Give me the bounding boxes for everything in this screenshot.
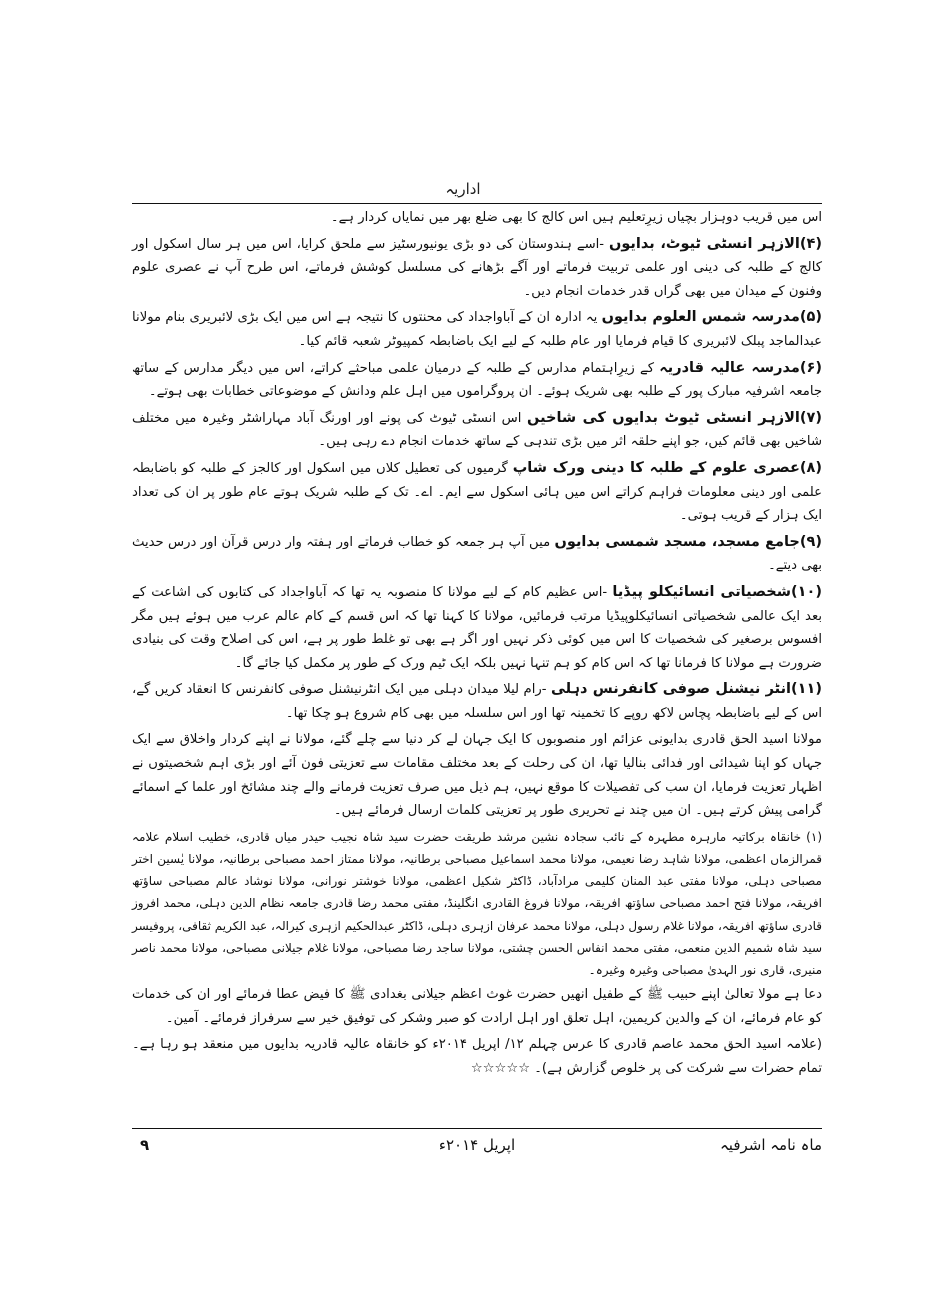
item-number: (۶) [799, 359, 823, 376]
closing-note [132, 1033, 822, 1080]
paragraph-text: گرمیوں کی تعطیل کلاں میں اسکول اور کالجز کے طلبہ کو باضابطہ علمی اور دینی معلومات فراہم کراتے اس میں ہائی اسکول سے ایم۔ اے۔ تک کے طلبہ شریک ہوتے عام طور پر ان کی تعداد ایک ہزار کے قریب ہوتی۔ [132, 460, 822, 524]
condolence-list [132, 826, 822, 981]
paragraph [132, 678, 822, 725]
page-number: ۹ [140, 1136, 150, 1154]
item-title: انٹر نیشنل صوفی کانفرنس دہلی [550, 681, 792, 698]
paragraph [132, 581, 822, 675]
item-number: (۹) [799, 533, 822, 550]
item-title: مدرسہ شمس العلوم بدایوں [601, 309, 800, 326]
paragraph [132, 407, 822, 454]
item-number: (۱۰) [791, 583, 822, 600]
item-number: (۱۱) [791, 681, 822, 698]
item-title: شخصیاتی انسائیکلو پیڈیا [612, 583, 792, 600]
paragraph-text: -اس عظیم کام کے لیے مولانا کا منصوبہ یہ تھا کہ آباواجداد کی کتابوں کی اشاعت کے بعد ایک عالمی شخصیاتی انسائیکلوپیڈیا مرتب فرمائیں، مولانا کا کہنا تھا کہ اس قسم کے کام عالم عرب میں ہوئے ہیں مگر افسوس برصغیر کی شخصیات کا اس میں کوئی ذکر نہیں اور اگر ہے بھی تو غلط طور پر ہے، اس کی اصلاح وقت کی بنیادی ضرورت ہے مولانا کا فرمانا تھا کہ اس کام کو ہم تنہا نہیں بلکہ ایک ٹیم ورک کے طور پر مکمل کیا جائے گا۔ [132, 584, 822, 671]
paragraph-text: میں آپ ہر جمعہ کو خطاب فرماتے اور ہفتہ وار درس قرآن اور درس حدیث بھی دیتے۔ [132, 534, 822, 574]
paragraph-text: دعا ہے مولا تعالیٰ اپنے حبیب ﷺ کے طفیل انھیں حضرت غوث اعظم جیلانی بغدادی ﷺ کا فیض عطا فرمائے اور ان کی خدمات کو عام فرمائے، ان کے والدین کریمین، اہل تعلق اور اہل ارادت کو صبر وشکر کی توفیق خیر سے سرفراز فرمائے۔ آمین۔ [132, 987, 822, 1026]
paragraph [132, 233, 822, 304]
paragraph [132, 306, 822, 353]
paragraph-text: (۱) خانقاہ برکاتیہ مارہرہ مطہرہ کے نائب سجادہ نشین مرشد طریقت حضرت سید شاہ نجیب حیدر میاں قادری، خطیب اسلام علامہ قمرالزماں اعظمی، مولانا شاہد رضا نعیمی، مولانا محمد اسماعیل مصباحی برطانیہ، مولانا ممتاز احمد مصباحی برطانیہ، مولانا یٰسین اختر مصباحی دہلی، مولانا مفتی عبد المنان کلیمی مرادآباد، ڈاکٹر شکیل اعظمی، مولانا خوشتر نورانی، مولانا نوشاد عالم مصباحی ساؤتھ افریقہ، مولانا فتح احمد مصباحی ساؤتھ افریقہ، مولانا فروغ القادری انگلینڈ، مفتی محمد رضا قادری جامعہ نظام الدین دہلی، محمد افروز قادری ساؤتھ افریقہ، مولانا غلام رسول دہلی، مولانا محمد عرفان ازہری دہلی، ڈاکٹر عبدالحکیم ازہری کیرالہ، عبد الکریم ثقافی، پروفیسر سید شاہ شمیم الدین منعمی، مفتی محمد انفاس الحسن چشتی، مولانا ساجد رضا مصباحی، مولانا غلام جیلانی مصباحی، مولانا محمد ناصر منیری، قاری نور الہدیٰ مصباحی وغیرہ وغیرہ۔ [132, 829, 822, 978]
item-title: الازہر انسٹی ٹیوٹ، بدایوں [608, 235, 800, 252]
paragraph [132, 531, 822, 578]
issue-date: اپریل ۲۰۱۴ء [438, 1136, 516, 1154]
item-title: الازہر انسٹی ٹیوٹ بدایوں کی شاخیں [527, 409, 800, 426]
paragraph-text: اس انسٹی ٹیوٹ کی پونے اور اورنگ آباد مہاراشٹر وغیرہ میں مختلف شاخیں بھی قائم کیں، جو اپنے حلقہ اثر میں بڑی تندہی کے ساتھ خدمات انجام دے رہی ہیں۔ [132, 410, 822, 450]
paragraph-text: کے زیرِاہتمام مدارس کے طلبہ کے درمیان علمی مباحثے کراتے، اس میں دیگر مدارس کے ساتھ جامعہ اشرفیہ مبارک پور کے طلبہ بھی شریک ہوئے۔ ان پروگراموں میں اہل علم ودانش کے موضوعاتی خطابات بھی ہوتے۔ [132, 360, 822, 400]
magazine-name: ماہ نامہ اشرفیہ [720, 1136, 822, 1154]
footer-divider [132, 1128, 822, 1129]
paragraph [132, 457, 822, 528]
paragraph [132, 357, 822, 404]
paragraph [132, 728, 822, 822]
item-number: (۷) [799, 409, 822, 426]
item-number: (۵) [799, 309, 822, 326]
paragraph-text: یہ ادارہ ان کے آباواجداد کی محنتوں کا نتیجہ ہے اس میں ایک بڑی لائبریری بنام مولانا عبدالماجد پبلک لائبریری کا قیام فرمایا اور عام طلبہ کے لیے ایک باضابطہ کمپیوٹر شعبہ قائم کیا۔ [132, 310, 822, 349]
page-footer [132, 1136, 822, 1162]
header-divider [132, 203, 822, 204]
paragraph-text: مولانا اسید الحق قادری بدایونی عزائم اور منصوبوں کا ایک جہان لے کر دنیا سے چلے گئے، مولانا نے اپنے کردار واخلاق سے ایک جہاں کو اپنا شیدائی اور فدائی بنالیا تھا، ان کی رحلت کے بعد مختلف مقامات سے تعزیتی فون آئے اور بڑی اہم شخصیتوں نے اظہار تعزیت فرمایا، ان سب کی تفصیلات کا موقع نہیں، ہم ذیل میں صرف تعزیت فرمانے والے چند مشائخ اور علما کے اسمائے گرامی پیش کرتے ہیں۔ ان میں چند نے تحریری طور پر تعزیتی کلمات ارسال فرمائے ہیں۔ [132, 732, 822, 819]
paragraph-text: (علامہ اسید الحق محمد عاصم قادری کا عرس چہلم ۱۲/ اپریل ۲۰۱۴ء کو خانقاہ عالیہ قادریہ بدایوں میں منعقد ہو رہا ہے۔ تمام حضرات سے شرکت کی پر خلوص گزارش ہے)۔ ☆☆☆☆☆ [132, 1037, 822, 1077]
item-number: (۸) [799, 459, 823, 476]
paragraph-text: اس میں قریب دوہزار بچیاں زیرِتعلیم ہیں اس کالج کا بھی ضلع بھر میں نمایاں کردار ہے۔ [330, 210, 822, 225]
item-title: عصری علوم کے طلبہ کا دینی ورک شاپ [512, 459, 800, 476]
running-head: اداریہ [445, 180, 481, 198]
paragraph-text: -اسے ہندوستان کی دو بڑی یونیورسٹیز سے ملحق کرایا، اس میں ہر سال اسکول اور کالج کے طلبہ کی دینی اور علمی تربیت فرماتے اور آگے بڑھانے کی مسلسل کوشش فرماتے، اس طرح آپ نے عصری علوم وفنون کے میدان میں بھی گراں قدر خدمات انجام دیں۔ [132, 236, 822, 299]
article-body [132, 206, 822, 1084]
paragraph [132, 206, 822, 230]
paragraph-text: -رام لیلا میدان دہلی میں ایک انٹرنیشنل صوفی کانفرنس کا انعقاد کریں گے، اس کے لیے باضابطہ پچاس لاکھ روپے کا تخمینہ تھا اور اس سلسلہ میں بھی کام شروع ہو چکا تھا۔ [132, 682, 822, 721]
item-title: جامع مسجد، مسجد شمسی بدایوں [554, 533, 800, 550]
item-title: مدرسہ عالیہ قادریہ [659, 359, 800, 376]
item-number: (۴) [799, 235, 822, 252]
paragraph [132, 983, 822, 1030]
